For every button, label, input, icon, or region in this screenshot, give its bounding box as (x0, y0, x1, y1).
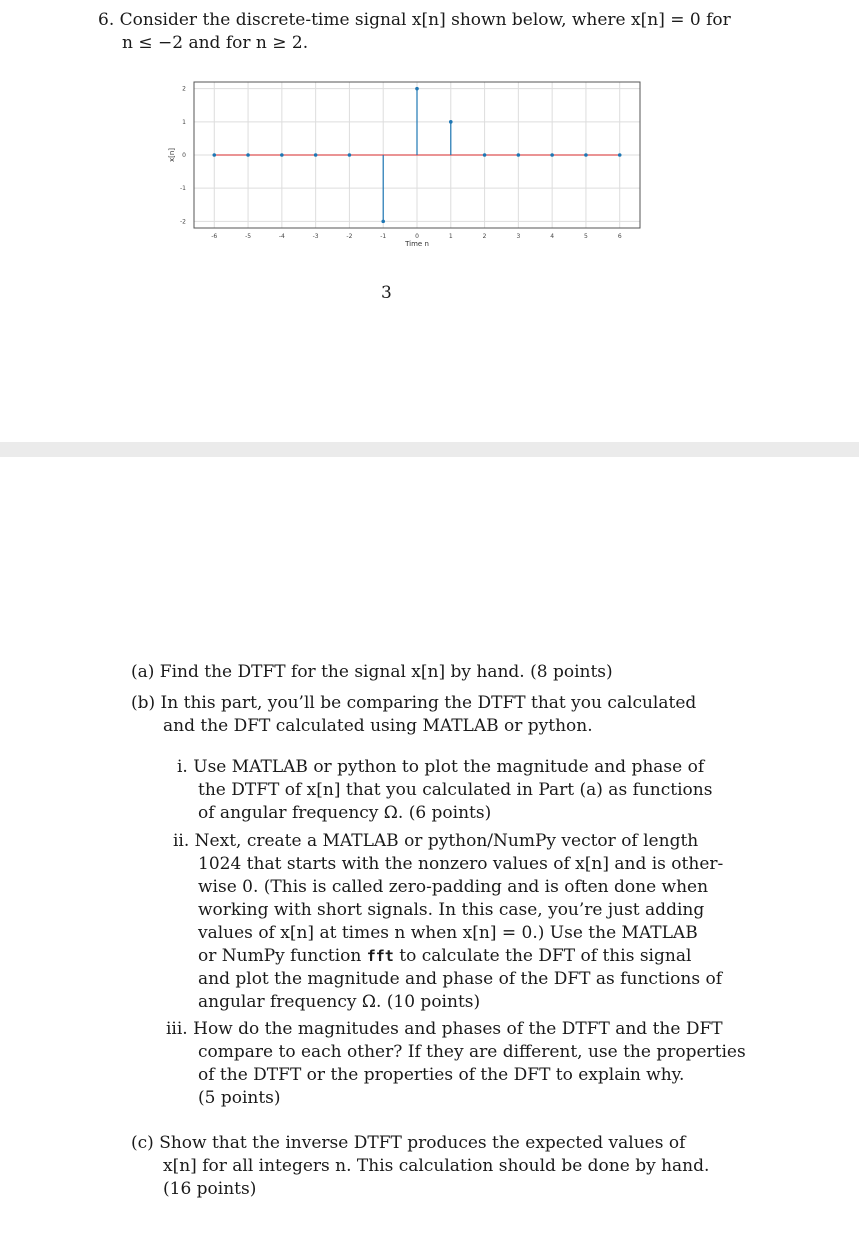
part-b-ii-line-5: values of x[n] at times n when x[n] = 0.) Use the MATLAB (198, 923, 698, 943)
part-b-ii-line-8: angular frequency Ω. (10 points) (198, 992, 481, 1012)
part-c-line-3: (16 points) (163, 1179, 257, 1199)
part-b-ii-line-4: working with short signals. In this case, you’re just adding (198, 900, 705, 920)
part-b-line-2: and the DFT calculated using MATLAB or python. (163, 716, 593, 736)
x-tick-label: 6 (617, 233, 622, 240)
stem-marker (314, 153, 318, 157)
part-b-ii-line-6-start: or NumPy function (198, 946, 367, 966)
x-tick-label: -6 (211, 233, 218, 240)
part-b-ii-line-1: ii. Next, create a MATLAB or python/NumPy vector of length (173, 831, 699, 851)
part-b-ii-line-7: and plot the magnitude and phase of the DFT as functions of (198, 969, 723, 989)
x-tick-label: -1 (380, 233, 387, 240)
stem-marker (483, 153, 487, 157)
part-b-ii-line-6-end: to calculate the DFT of this signal (393, 946, 692, 966)
part-b-iii-line-1: iii. How do the magnitudes and phases of the DTFT and the DFT (166, 1019, 723, 1039)
y-tick-label: 1 (182, 118, 186, 126)
stem-plot (160, 76, 644, 250)
x-tick-label: -3 (312, 233, 319, 240)
y-tick-label: 2 (182, 85, 186, 93)
stem-marker (415, 87, 419, 91)
stem-marker (550, 153, 554, 157)
fft-code: fft (366, 947, 394, 965)
x-tick-label: 0 (415, 233, 419, 240)
x-tick-label: 3 (516, 233, 521, 240)
stem-marker (449, 120, 453, 124)
stem-marker (246, 153, 250, 157)
x-tick-label: 4 (550, 233, 555, 240)
y-tick-label: -1 (180, 185, 186, 193)
part-b-ii-line-3: wise 0. (This is called zero-padding and is often done when (198, 877, 709, 897)
x-tick-label: 1 (448, 233, 453, 240)
y-axis-label: x[n] (168, 147, 176, 163)
x-tick-label: -2 (346, 233, 353, 240)
part-b-iii-line-3: of the DTFT or the properties of the DFT to explain why. (198, 1065, 685, 1085)
part-b-i-line-2: the DTFT of x[n] that you calculated in Part (a) as functions (198, 780, 713, 800)
x-tick-label: 2 (482, 233, 487, 240)
page-separator (0, 442, 859, 457)
part-b-ii-line-6 (198, 945, 691, 968)
problem-statement-line-2: n ≤ −2 and for n ≥ 2. (122, 33, 309, 53)
x-tick-label: 5 (584, 233, 588, 240)
x-tick-label: -5 (245, 233, 252, 240)
x-axis-label: Time n (405, 240, 429, 248)
part-b-iii-line-2: compare to each other? If they are different, use the properties (198, 1042, 746, 1062)
part-c-line-1: (c) Show that the inverse DTFT produces the expected values of (131, 1133, 686, 1153)
stem-marker (517, 153, 521, 157)
part-b-line-1: (b) In this part, you’ll be comparing the DTFT that you calculated (131, 693, 697, 713)
part-b-i-line-1: i. Use MATLAB or python to plot the magnitude and phase of (177, 757, 705, 777)
stem-marker (584, 153, 588, 157)
part-b-i-line-3: of angular frequency Ω. (6 points) (198, 803, 492, 823)
stem-marker (280, 153, 284, 157)
x-tick-label: -4 (278, 233, 285, 240)
part-b-iii-line-4: (5 points) (198, 1088, 281, 1108)
y-tick-label: 0 (182, 152, 186, 159)
stem-marker (348, 153, 352, 157)
part-b-ii-line-2: 1024 that starts with the nonzero values of x[n] and is other- (198, 854, 724, 874)
stem-marker (618, 153, 622, 157)
part-a-line-1: (a) Find the DTFT for the signal x[n] by hand. (8 points) (131, 662, 613, 682)
stem-marker (212, 153, 216, 157)
part-c-line-2: x[n] for all integers n. This calculation should be done by hand. (163, 1156, 710, 1176)
y-tick-label: -2 (180, 218, 186, 226)
stem-marker (381, 220, 385, 224)
problem-statement-line-1: 6. Consider the discrete-time signal x[n] shown below, where x[n] = 0 for (98, 10, 731, 30)
page-number: 3 (381, 283, 392, 303)
